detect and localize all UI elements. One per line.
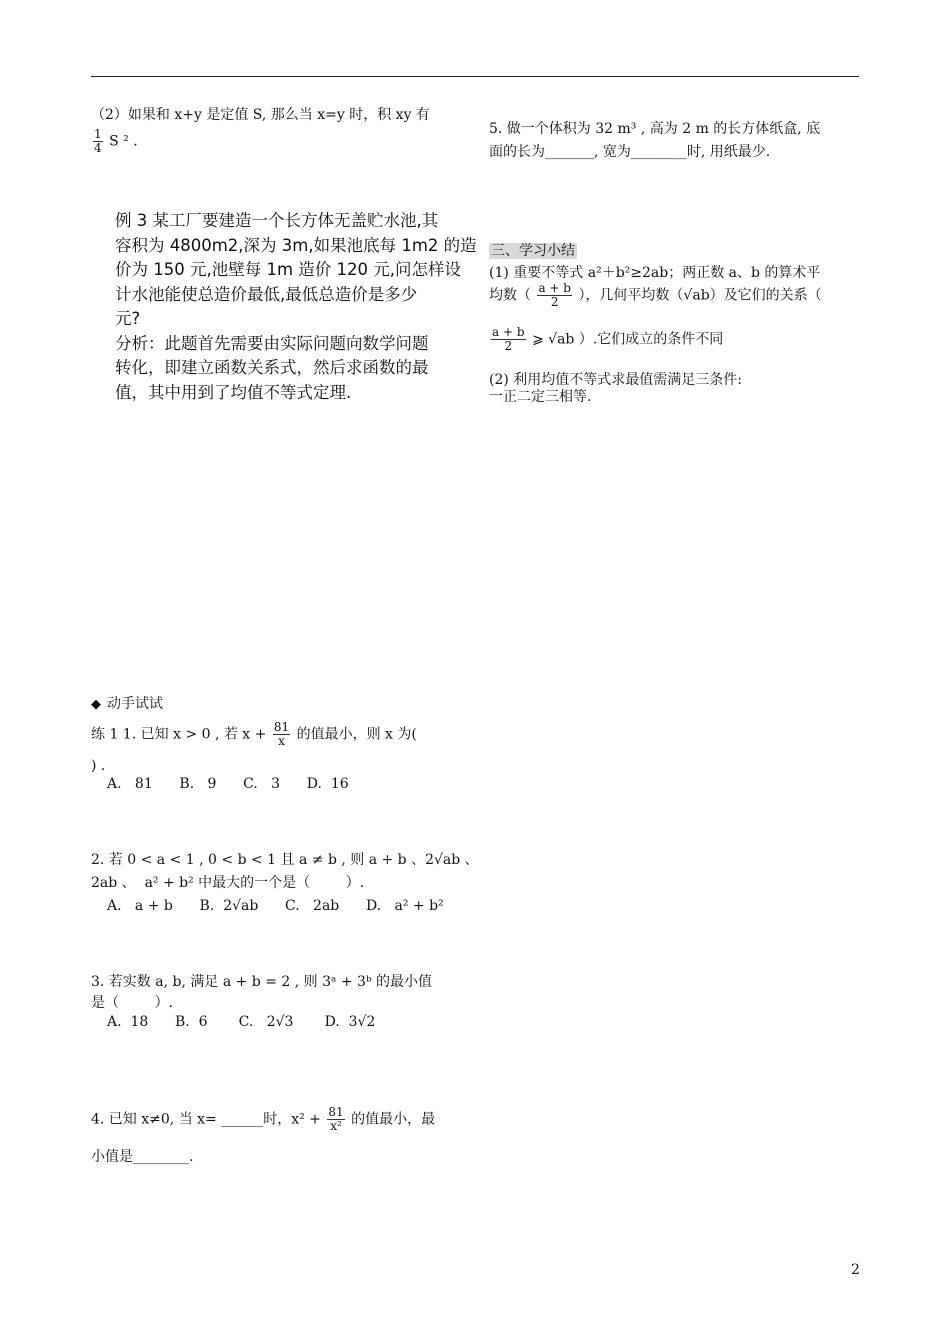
q1-line1: 练 1 1. 已知 x > 0 , 若 x + $\frac{81}{x}$ 的值最小，则 x 为(: [91, 720, 417, 748]
analysis-line: 转化，即建立函数关系式，然后求函数的最: [115, 358, 429, 377]
diamond-bullet-icon: ◆: [91, 697, 101, 712]
summary-2-line1: (2) 利用均值不等式求最值需满足三条件:: [489, 372, 742, 388]
q3-choices: A. 18 B. 6 C. 2√3 D. 3√2: [107, 1014, 376, 1030]
q4-line1: 4. 已知 x≠0, 当 x= ______时，x² + $\frac{81}{\text{x²}}$ 的值最小，最: [91, 1105, 436, 1133]
q3-line1: 3. 若实数 a, b, 满足 a + b = 2 , 则 3ᵃ + 3ᵇ 的最小值: [91, 974, 432, 990]
example3-line: 例 3 某工厂要建造一个长方体无盖贮水池,其: [115, 211, 439, 230]
example3-line: 价为 150 元,池壁每 1m 造价 120 元,问怎样设: [115, 260, 462, 279]
q3-line2: 是（ ）.: [91, 995, 174, 1011]
mean-fraction: $\frac{a + b}{2}$: [538, 281, 571, 309]
summary-1-line1: (1) 重要不等式 a²＋b²≥2ab；两正数 a、b 的算术平: [489, 265, 821, 281]
summary-1-line3: $\frac{a + b}{2}$ ⩾ √ab ）.它们成立的条件不同: [492, 325, 724, 353]
mean-fraction: $\frac{a + b}{2}$: [492, 325, 525, 353]
example3-line: 计水池能使总造价最低,最低总造价是多少: [115, 284, 418, 304]
q2-line2: 2ab 、 a² + b² 中最大的一个是（ ）.: [91, 875, 365, 891]
example3-line: 容积为 4800m2,深为 3m,如果池底每 1m2 的造: [115, 235, 477, 255]
p2-fraction: $\frac{1}{4}$: [94, 127, 102, 155]
page-number: 2: [851, 1262, 860, 1278]
q1-line2: ) .: [91, 758, 106, 774]
q4-fraction: $\frac{81}{\text{x²}}$: [328, 1105, 344, 1133]
p2-tail: S ² .: [109, 133, 138, 150]
p2-line1: （2）如果和 x+y 是定值 S, 那么当 x=y 时，积 xy 有: [91, 107, 430, 123]
summary-1-line2: 均数（ $\frac{a + b}{2}$ ），几何平均数（√ab）及它们的关系（: [489, 281, 822, 309]
header-rule: [91, 76, 859, 77]
p2-line2: [91, 128, 138, 155]
summary-2-line2: 一正二定三相等.: [489, 389, 592, 405]
analysis-line: 分析：此题首先需要由实际问题向数学问题: [115, 333, 429, 353]
q2-choices: A. a + b B. 2√ab C. 2ab D. a² + b²: [107, 898, 444, 914]
q1-fraction: $\frac{81}{x}$: [273, 720, 290, 748]
analysis-line: 值，其中用到了均值不等式定理.: [115, 382, 352, 402]
q5-line2: 面的长为_______, 宽为________时, 用纸最少.: [489, 144, 771, 160]
q1-choices: A. 81 B. 9 C. 3 D. 16: [107, 776, 349, 792]
summary-heading: 三、学习小结: [491, 243, 575, 259]
try-heading: ◆ 动手试试: [91, 696, 163, 712]
q5-line1: 5. 做一个体积为 32 m³ , 高为 2 m 的长方体纸盒, 底: [489, 121, 821, 137]
q4-line2: 小值是________.: [91, 1149, 194, 1165]
example3-block: [115, 209, 475, 405]
q2-line1: 2. 若 0 < a < 1 , 0 < b < 1 且 a ≠ b , 则 a + b 、2√ab 、: [91, 852, 479, 868]
example3-line: 元?: [115, 309, 141, 328]
